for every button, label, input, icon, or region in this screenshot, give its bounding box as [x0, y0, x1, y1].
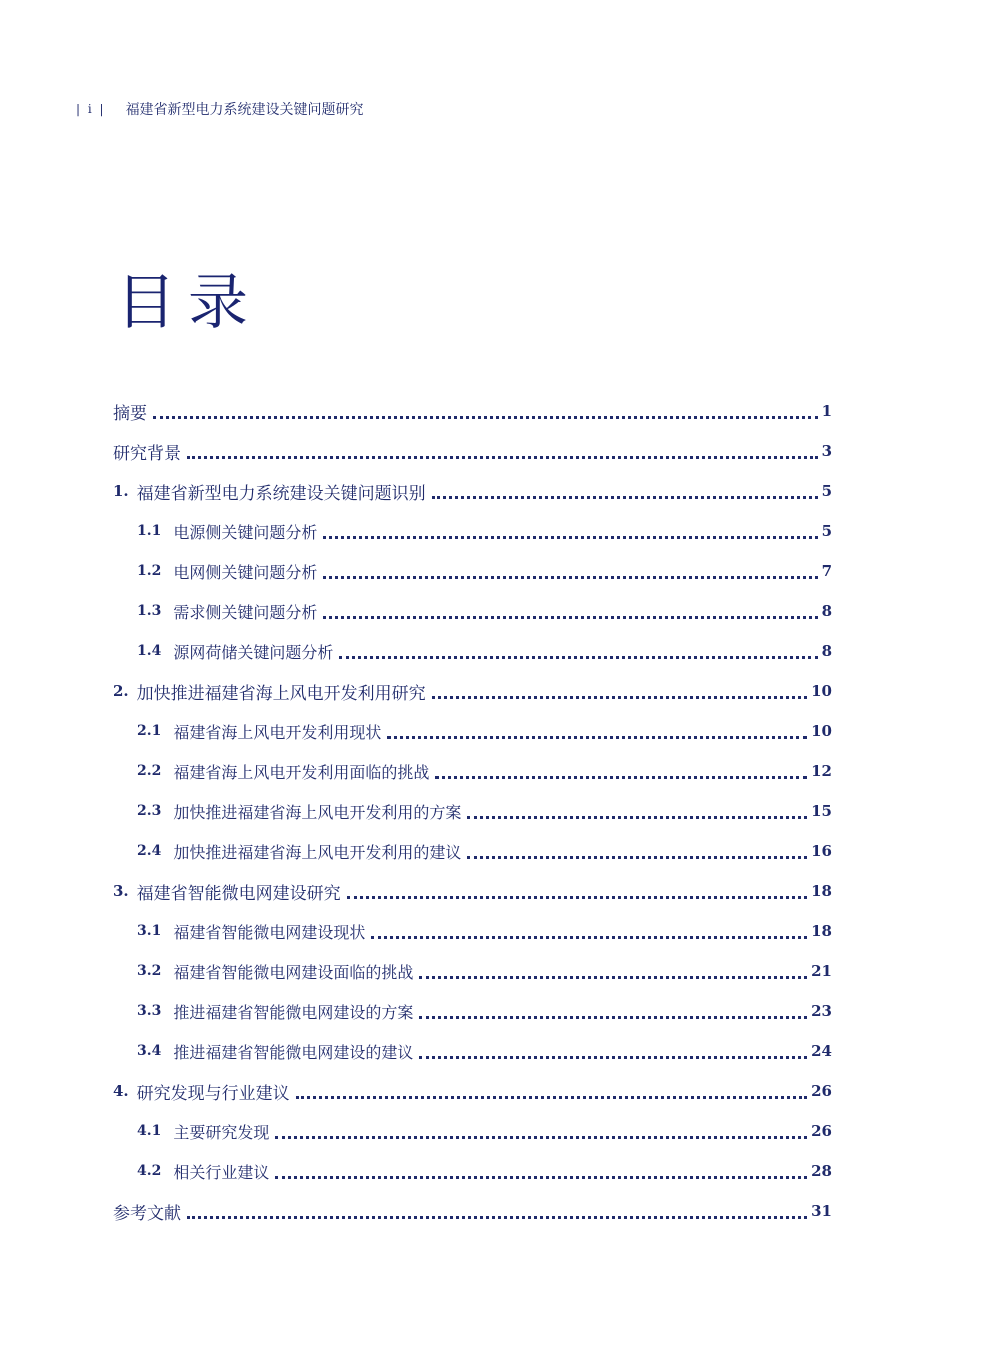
toc-entry-label: 福建省智能微电网建设现状: [173, 922, 366, 942]
toc-entry-label: 电源侧关键问题分析: [173, 522, 318, 542]
toc-entry[interactable]: [137, 991, 832, 1031]
dot-leader: [296, 1096, 807, 1099]
toc-entry-number: 2.4: [137, 843, 162, 859]
toc-entry-number: 3.: [113, 882, 129, 900]
toc-entry-page-number: 23: [811, 1002, 832, 1020]
dot-leader: [419, 1016, 807, 1019]
toc-entry-label: 相关行业建议: [173, 1162, 270, 1182]
dot-leader: [323, 616, 817, 619]
toc-entry[interactable]: [137, 911, 832, 951]
toc-entry-page-number: 1: [821, 402, 832, 420]
toc-entry-label: 福建省海上风电开发利用现状: [173, 722, 382, 742]
toc-entry-number: 1.1: [137, 523, 162, 539]
toc-entry-label: 推进福建省智能微电网建设的建议: [173, 1042, 414, 1062]
toc-entry-page-number: 10: [811, 682, 832, 700]
toc-entry[interactable]: [137, 751, 832, 791]
dot-leader: [371, 936, 807, 939]
toc-entry-page-number: 16: [811, 842, 832, 860]
toc-entry[interactable]: [137, 831, 832, 871]
toc-entry[interactable]: [113, 1191, 832, 1231]
toc-entry-page-number: 28: [811, 1162, 832, 1180]
toc-entry-label: 加快推进福建省海上风电开发利用的方案: [173, 802, 462, 822]
toc-entry-number: 2.3: [137, 803, 162, 819]
toc-entry-number: 1.3: [137, 603, 162, 619]
toc-entry[interactable]: [113, 471, 832, 511]
dot-leader: [275, 1176, 807, 1179]
toc-entry-number: 1.2: [137, 563, 162, 579]
toc-entry-page-number: 31: [811, 1202, 832, 1220]
toc-entry-label: 推进福建省智能微电网建设的方案: [173, 1002, 414, 1022]
toc-entry-label: 研究发现与行业建议: [136, 1083, 290, 1104]
toc-entry-number: 3.3: [137, 1003, 162, 1019]
toc-entry-number: 1.4: [137, 643, 162, 659]
toc-entry-label: 摘要: [113, 403, 147, 424]
toc-entry-page-number: 5: [821, 482, 832, 500]
toc-entry[interactable]: [113, 871, 832, 911]
toc-entry[interactable]: [137, 551, 832, 591]
toc-entry-label: 福建省新型电力系统建设关键问题识别: [136, 483, 426, 504]
toc-entry-number: 2.2: [137, 763, 162, 779]
toc-entry-label: 福建省海上风电开发利用面临的挑战: [173, 762, 430, 782]
toc-entry-page-number: 21: [811, 962, 832, 980]
toc-entry-label: 加快推进福建省海上风电开发利用研究: [136, 683, 426, 704]
toc-entry-label: 福建省智能微电网建设研究: [136, 883, 341, 904]
toc-entry-label: 源网荷储关键问题分析: [173, 642, 334, 662]
toc-entry[interactable]: [113, 671, 832, 711]
toc-entry-label: 参考文献: [113, 1203, 181, 1224]
toc-heading: 目录: [116, 268, 260, 338]
toc-entry-number: 3.1: [137, 923, 162, 939]
dot-leader: [275, 1136, 807, 1139]
toc-entry[interactable]: [137, 791, 832, 831]
dot-leader: [432, 496, 818, 499]
dot-leader: [339, 656, 817, 659]
dot-leader: [153, 416, 818, 419]
document-title: 福建省新型电力系统建设关键问题研究: [125, 102, 364, 118]
toc-entry-page-number: 5: [821, 522, 832, 540]
running-header: [76, 99, 364, 119]
toc-entry[interactable]: [137, 1151, 832, 1191]
toc-entry[interactable]: [137, 1111, 832, 1151]
toc-entry-page-number: 15: [811, 802, 832, 820]
dot-leader: [435, 776, 807, 779]
toc-entry-page-number: 26: [811, 1082, 832, 1100]
dot-leader: [187, 1216, 807, 1219]
page-marker: | i |: [76, 102, 106, 116]
toc-entry[interactable]: [137, 631, 832, 671]
toc-entry-number: 3.4: [137, 1043, 162, 1059]
toc-entry-page-number: 7: [821, 562, 832, 580]
toc-entry[interactable]: [113, 1071, 832, 1111]
dot-leader: [419, 1056, 807, 1059]
toc-entry[interactable]: [137, 951, 832, 991]
dot-leader: [419, 976, 807, 979]
toc-entry[interactable]: [137, 511, 832, 551]
toc-entry[interactable]: [113, 391, 832, 431]
toc-entry-page-number: 10: [811, 722, 832, 740]
dot-leader: [323, 576, 817, 579]
toc-entry-number: 2.1: [137, 723, 162, 739]
toc-entry-page-number: 8: [821, 602, 832, 620]
dot-leader: [323, 536, 817, 539]
toc-entry-label: 需求侧关键问题分析: [173, 602, 318, 622]
toc-entry[interactable]: [137, 1031, 832, 1071]
toc-entry-number: 4.1: [137, 1123, 162, 1139]
toc-entry-label: 加快推进福建省海上风电开发利用的建议: [173, 842, 462, 862]
toc-entry-page-number: 18: [811, 922, 832, 940]
dot-leader: [347, 896, 807, 899]
toc-entry-page-number: 12: [811, 762, 832, 780]
toc-entry-number: 4.: [113, 1082, 129, 1100]
toc-entry[interactable]: [137, 591, 832, 631]
dot-leader: [467, 816, 807, 819]
toc-entry[interactable]: [137, 711, 832, 751]
toc-entry-page-number: 18: [811, 882, 832, 900]
dot-leader: [432, 696, 807, 699]
dot-leader: [467, 856, 807, 859]
toc-entry-page-number: 3: [821, 442, 832, 460]
toc-entry-number: 4.2: [137, 1163, 162, 1179]
toc-entry-label: 福建省智能微电网建设面临的挑战: [173, 962, 414, 982]
toc-entry-label: 电网侧关键问题分析: [173, 562, 318, 582]
toc-entry-number: 1.: [113, 482, 129, 500]
toc-entry-label: 研究背景: [113, 443, 181, 464]
toc-entry-page-number: 26: [811, 1122, 832, 1140]
toc-entry-label: 主要研究发现: [173, 1122, 270, 1142]
toc-entry-number: 2.: [113, 682, 129, 700]
dot-leader: [387, 736, 807, 739]
toc-entry-page-number: 24: [811, 1042, 832, 1060]
dot-leader: [187, 456, 818, 459]
toc-entry-page-number: 8: [821, 642, 832, 660]
toc-entry[interactable]: [113, 431, 832, 471]
toc-entry-number: 3.2: [137, 963, 162, 979]
